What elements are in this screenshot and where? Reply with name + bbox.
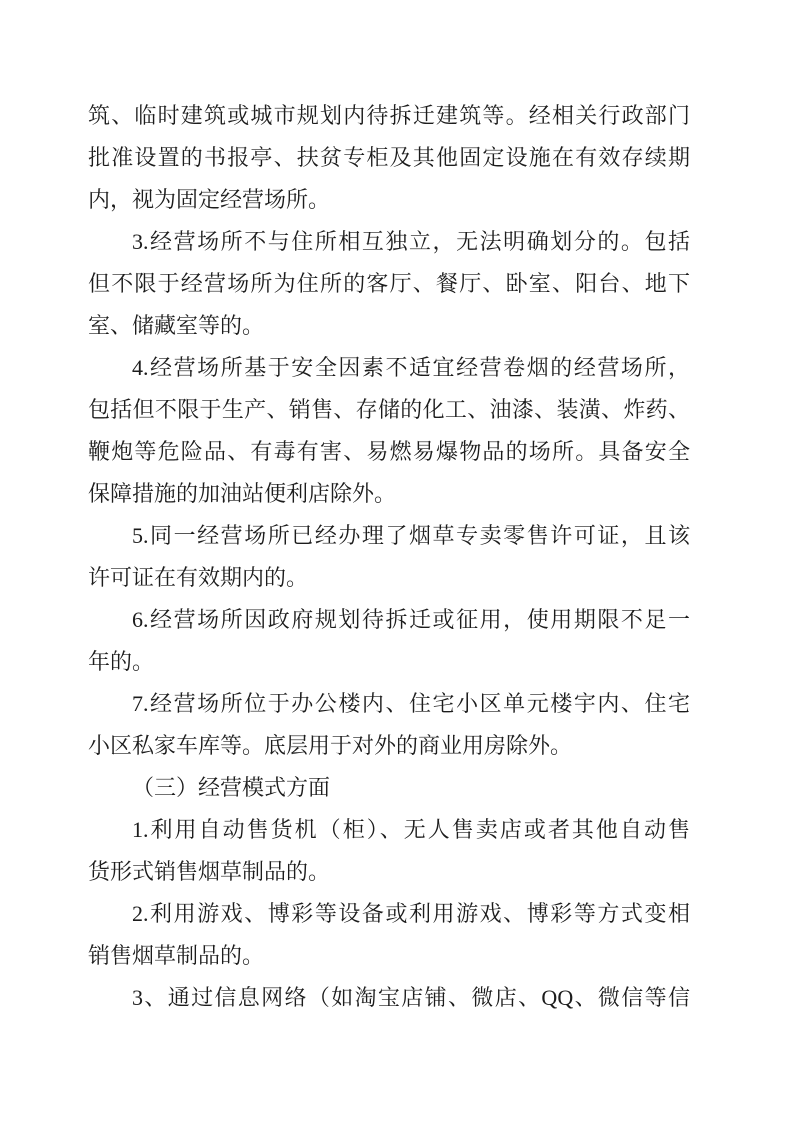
text-line: 3.经营场所不与住所相互独立，无法明确划分的。包括 — [132, 229, 690, 254]
text-line: 鞭炮等危险品、有毒有害、易燃易爆物品的场所。具备安全 — [88, 439, 690, 464]
text-line: 保障措施的加油站便利店除外。 — [88, 481, 397, 506]
text-line: 5.同一经营场所已经办理了烟草专卖零售许可证，且该 — [132, 523, 690, 548]
text-line: 筑、临时建筑或城市规划内待拆迁建筑等。经相关行政部门 — [88, 103, 690, 128]
text-line: 3、通过信息网络（如淘宝店铺、微店、QQ、微信等信 — [132, 985, 690, 1010]
text-line: 1.利用自动售货机（柜）、无人售卖店或者其他自动售 — [132, 817, 690, 842]
text-line: 年的。 — [88, 649, 155, 674]
text-line: 2.利用游戏、博彩等设备或利用游戏、博彩等方式变相 — [132, 901, 690, 926]
text-line: 4.经营场所基于安全因素不适宜经营卷烟的经营场所， — [132, 355, 690, 380]
text-block — [88, 95, 690, 1019]
text-line: 7.经营场所位于办公楼内、住宅小区单元楼宇内、住宅 — [132, 691, 690, 716]
text-line: 6.经营场所因政府规划待拆迁或征用，使用期限不足一 — [132, 607, 690, 632]
text-line: 货形式销售烟草制品的。 — [88, 859, 331, 884]
text-line: 小区私家车库等。底层用于对外的商业用房除外。 — [88, 733, 573, 758]
text-line: 包括但不限于生产、销售、存储的化工、油漆、装潢、炸药、 — [88, 397, 690, 422]
text-line: 销售烟草制品的。 — [88, 943, 265, 968]
text-line: 内，视为固定经营场所。 — [88, 187, 331, 212]
text-line: 许可证在有效期内的。 — [88, 565, 309, 590]
text-line: 室、储藏室等的。 — [88, 313, 265, 338]
section-heading: （三）经营模式方面 — [132, 775, 331, 800]
text-line: 但不限于经营场所为住所的客厅、餐厅、卧室、阳台、地下 — [88, 271, 690, 296]
text-line: 批准设置的书报亭、扶贫专柜及其他固定设施在有效存续期 — [88, 145, 690, 170]
